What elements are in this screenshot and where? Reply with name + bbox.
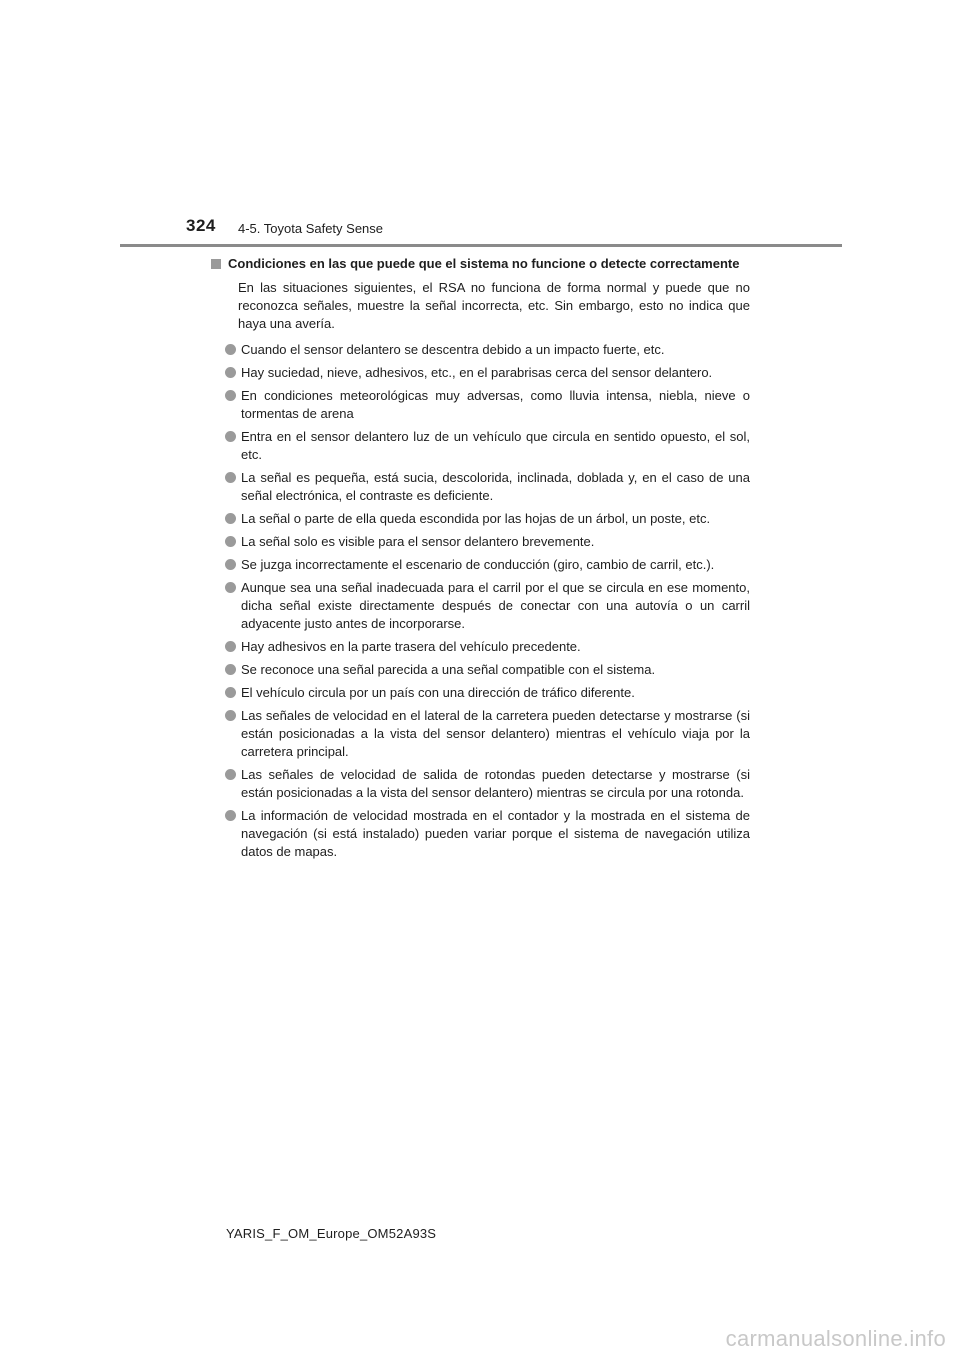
heading-text: Condiciones en las que puede que el sistema no funcione o detecte correctamente [228,256,740,271]
circle-bullet-icon [225,582,236,593]
list-item [209,533,750,551]
list-item [209,707,750,761]
list-item-text: Entra en el sensor delantero luz de un vehículo que circula en sentido opuesto, el sol, etc. [241,429,750,462]
list-item-text: La señal o parte de ella queda escondida por las hojas de un árbol, un poste, etc. [241,511,711,526]
page-number: 324 [186,216,216,235]
list-item-text: Cuando el sensor delantero se descentra debido a un impacto fuerte, etc. [241,342,665,357]
document-code: YARIS_F_OM_Europe_OM52A93S [226,1226,437,1241]
list-item-text: Aunque sea una señal inadecuada para el carril por el que se circula en ese momento, dicha señal existe directamente después de conectar con una autovía o un carril adyacente justo antes de incorporarse. [241,580,750,631]
list-item-text: En condiciones meteorológicas muy adversas, como lluvia intensa, niebla, nieve o tormentas de arena [241,388,750,421]
list-item [209,469,750,505]
list-item [209,579,750,633]
circle-bullet-icon [225,664,236,675]
list-item-text: La información de velocidad mostrada en el contador y la mostrada en el sistema de navegación (si está instalado) pueden variar porque el sistema de navegación utiliza datos de mapas. [241,808,750,859]
section-title: 4-5. Toyota Safety Sense [238,221,384,236]
list-item [209,364,750,382]
header-divider [120,244,842,247]
circle-bullet-icon [225,559,236,570]
list-item-text: Se reconoce una señal parecida a una señal compatible con el sistema. [241,662,656,677]
list-item [209,807,750,861]
circle-bullet-icon [225,513,236,524]
intro-paragraph: En las situaciones siguientes, el RSA no funciona de forma normal y puede que no reconozca señales, muestre la señal incorrecta, etc. Sin embargo, esto no indica que haya una avería. [238,280,750,331]
circle-bullet-icon [225,390,236,401]
circle-bullet-icon [225,810,236,821]
circle-bullet-icon [225,344,236,355]
content-area [209,255,750,866]
list-item [209,510,750,528]
circle-bullet-icon [225,431,236,442]
circle-bullet-icon [225,687,236,698]
list-item [209,387,750,423]
list-item [209,341,750,359]
list-item-text: Las señales de velocidad en el lateral de la carretera pueden detectarse y mostrarse (si están posicionadas a la vista del sensor delantero) mientras el vehículo viaja por la carretera principal. [241,708,750,759]
subsection-heading [209,255,750,273]
list-item-text: Hay suciedad, nieve, adhesivos, etc., en el parabrisas cerca del sensor delantero. [241,365,713,380]
list-item-text: Se juzga incorrectamente el escenario de conducción (giro, cambio de carril, etc.). [241,557,715,572]
circle-bullet-icon [225,367,236,378]
circle-bullet-icon [225,710,236,721]
square-bullet-icon [211,259,221,269]
circle-bullet-icon [225,536,236,547]
list-item-text: Las señales de velocidad de salida de rotondas pueden detectarse y mostrarse (si están posicionadas a la vista del sensor delantero) mientras se circula por una rotonda. [241,767,750,800]
circle-bullet-icon [225,472,236,483]
circle-bullet-icon [225,641,236,652]
list-item [209,661,750,679]
list-item [209,766,750,802]
list-item-text: El vehículo circula por un país con una dirección de tráfico diferente. [241,685,635,700]
condition-list [209,341,750,861]
list-item [209,556,750,574]
list-item [209,638,750,656]
list-item-text: La señal solo es visible para el sensor delantero brevemente. [241,534,595,549]
watermark: carmanualsonline.info [725,1326,946,1351]
list-item [209,684,750,702]
list-item [209,428,750,464]
list-item-text: Hay adhesivos en la parte trasera del vehículo precedente. [241,639,581,654]
circle-bullet-icon [225,769,236,780]
list-item-text: La señal es pequeña, está sucia, descolorida, inclinada, doblada y, en el caso de una señal electrónica, el contraste es deficiente. [241,470,750,503]
